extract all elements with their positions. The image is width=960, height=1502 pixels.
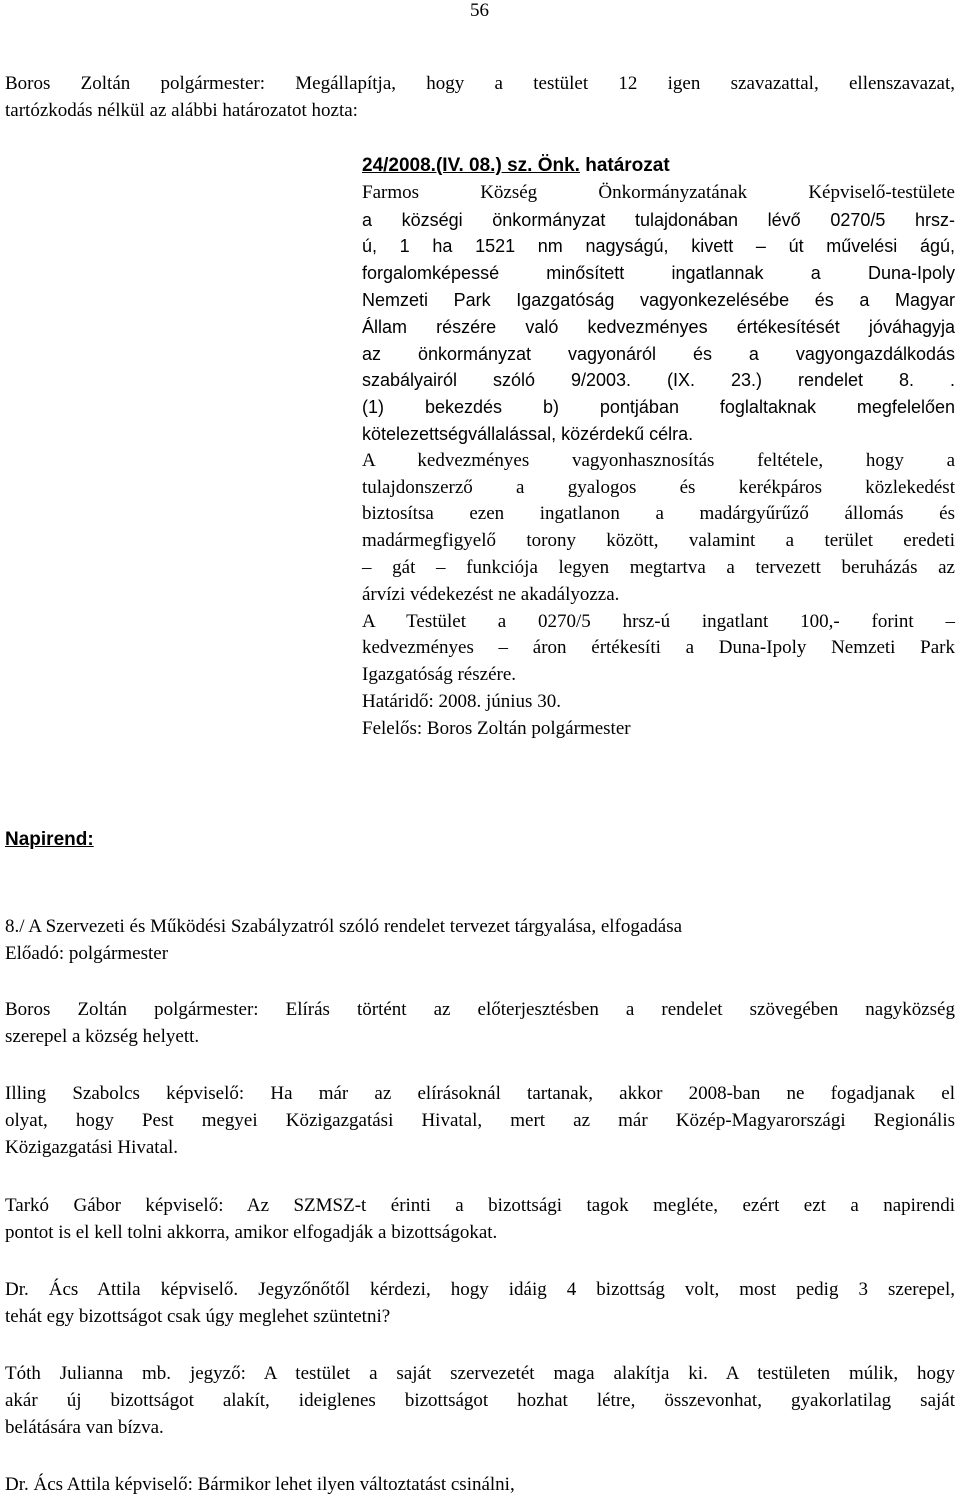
resolution-line: A kedvezményes vagyonhasznosítás feltétele, hogy a (362, 449, 955, 471)
paragraph-line: Közigazgatási Hivatal. (5, 1137, 179, 1158)
paragraph-line: tehát egy bizottságot csak úgy meglehet szüntetni? (5, 1306, 391, 1327)
agenda-heading: Napirend: (5, 829, 94, 850)
resolution-line: madármegfigyelő torony között, valamint a terület eredeti (362, 530, 955, 552)
intro-line-1: Boros Zoltán polgármester: Megállapítja, hogy a testület 12 igen szavazattal, ellenszavazat, (5, 73, 955, 94)
resolution-line: biztosítsa ezen ingatlanon a madárgyűrűző állomás és (362, 503, 955, 525)
agenda-item-title: 8./ A Szervezeti és Működési Szabályzatról szóló rendelet tervezet tárgyalása, elfogadása (5, 916, 683, 937)
resolution-line: (1) bekezdés b) pontjában foglaltaknak megfelelően (362, 397, 955, 418)
resolution-line: ú, 1 ha 1521 nm nagyságú, kivett – út művelési ágú, (362, 236, 955, 257)
agenda-item-presenter: Előadó: polgármester (5, 943, 169, 964)
paragraph-illing (5, 1080, 955, 1161)
paragraph-line: szerepel a község helyett. (5, 1026, 200, 1047)
paragraph-acs-2 (5, 1471, 955, 1498)
resolution-deadline: Határidő: 2008. június 30. (362, 690, 561, 712)
resolution-line: a községi önkormányzat tulajdonában lévő 0270/5 hrsz- (362, 209, 955, 230)
paragraph-line: akár új bizottságot alakít, ideiglenes bizottságot hozhat létre, összevonhat, gyakorlatilag saját (5, 1390, 955, 1411)
resolution-line: – gát – funkciója legyen megtartva a tervezett beruházás az (362, 556, 955, 578)
resolution-line: Állam részére való kedvezményes értékesítését jóváhagyja (362, 316, 955, 337)
page-number: 56 (470, 0, 489, 21)
resolution-line: Farmos Község Önkormányzatának Képviselő-testülete (362, 181, 955, 203)
paragraph-line: olyat, hogy Pest megyei Közigazgatási Hivatal, mert az már Közép-Magyarországi Regionális (5, 1110, 955, 1131)
resolution-line: kedvezményes – áron értékesíti a Duna-Ipoly Nemzeti Park (362, 637, 955, 659)
resolution-heading-rest: határozat (579, 155, 670, 176)
paragraph-toth (5, 1360, 955, 1441)
resolution-line: tulajdonszerző a gyalogos és kerékpáros közlekedést (362, 476, 955, 498)
resolution-line: forgalomképessé minősített ingatlannak a Duna-Ipoly (362, 263, 955, 284)
paragraph-line: Tóth Julianna mb. jegyző: A testület a saját szervezetét maga alakítja ki. A testületen múlik, hogy (5, 1363, 955, 1384)
paragraph-tarko (5, 1192, 955, 1246)
resolution-line: Nemzeti Park Igazgatóság vagyonkezelésébe és a Magyar (362, 289, 955, 310)
agenda-item-8 (5, 913, 955, 967)
resolution-line: árvízi védekezést ne akadályozza. (362, 583, 620, 605)
paragraph-line: Tarkó Gábor képviselő: Az SZMSZ-t érinti a bizottsági tagok megléte, ezért ezt a napirendi (5, 1195, 955, 1216)
resolution-responsible: Felelős: Boros Zoltán polgármester (362, 717, 631, 739)
paragraph-line: Dr. Ács Attila képviselő. Jegyzőnőtől kérdezi, hogy idáig 4 bizottság volt, most pedig 3 szerepel, (5, 1279, 955, 1300)
paragraph-line: Dr. Ács Attila képviselő: Bármikor lehet ilyen változtatást csinálni, (5, 1474, 515, 1495)
resolution-line: Igazgatóság részére. (362, 664, 517, 686)
paragraph-acs (5, 1276, 955, 1330)
resolution-block (362, 153, 955, 743)
resolution-block-1 (362, 180, 955, 448)
resolution-line: kötelezettségvállalással, közérdekű célra. (362, 423, 694, 444)
paragraph-line: Boros Zoltán polgármester: Elírás történt az előterjesztésben a rendelet szövegében nagyközség (5, 999, 955, 1020)
resolution-line: szabályairól szóló 9/2003. (IX. 23.) rendelet 8. . (362, 370, 955, 391)
resolution-line: A Testület a 0270/5 hrsz-ú ingatlant 100,- forint – (362, 610, 955, 632)
resolution-line: az önkormányzat vagyonáról és a vagyongazdálkodás (362, 343, 955, 364)
paragraph-boros (5, 996, 955, 1050)
paragraph-line: Illing Szabolcs képviselő: Ha már az elírásoknál tartanak, akkor 2008-ban ne fogadjanak el (5, 1083, 955, 1104)
intro-line-2: tartózkodás nélkül az alábbi határozatot hozta: (5, 100, 358, 121)
resolution-block-2 (362, 448, 955, 609)
resolution-block-3 (362, 609, 955, 743)
intro-paragraph (5, 70, 955, 124)
paragraph-line: pontot is el kell tolni akkorra, amikor elfogadják a bizottságokat. (5, 1222, 498, 1243)
paragraph-line: belátására van bízva. (5, 1417, 164, 1438)
resolution-heading (362, 153, 955, 180)
resolution-number: 24/2008.(IV. 08.) sz. Önk. (362, 155, 580, 176)
